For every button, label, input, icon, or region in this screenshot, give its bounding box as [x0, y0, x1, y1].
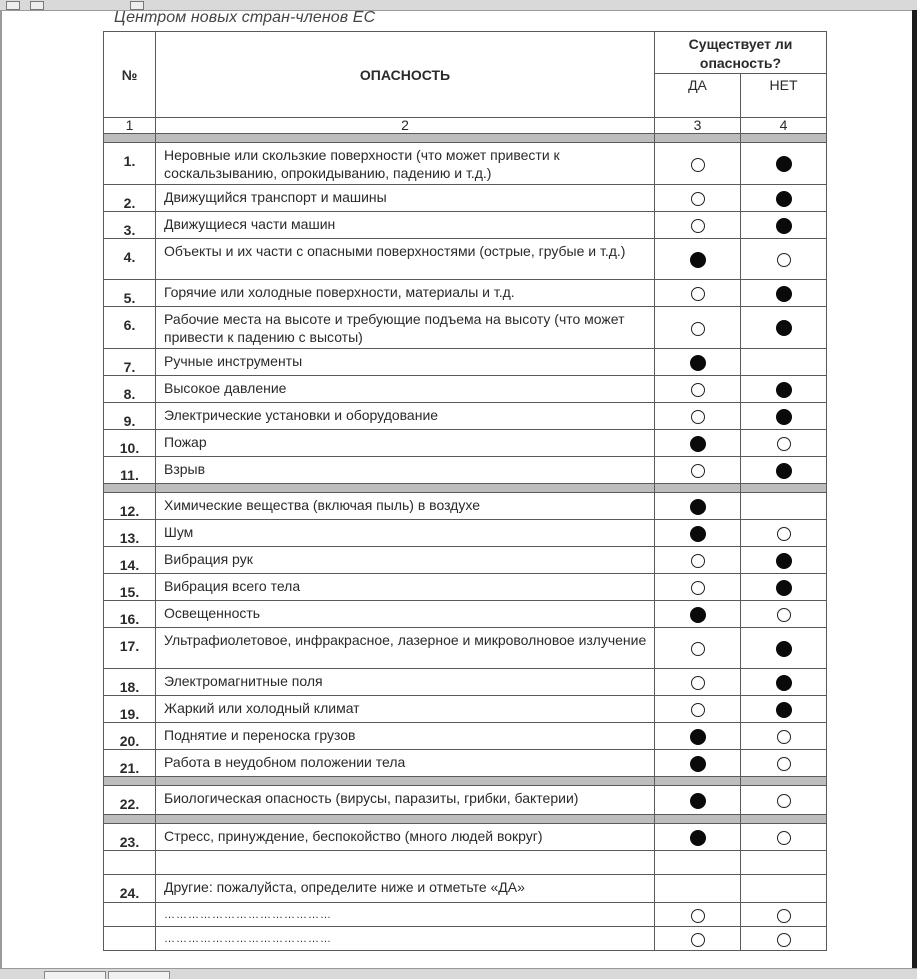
table-row: [104, 185, 827, 212]
hazard-description: Объекты и их части с опасными поверхностями (острые, грубые и т.д.): [156, 239, 655, 280]
filled-circle-mark[interactable]: [776, 382, 792, 398]
column-header-hazard: ОПАСНОСТЬ: [156, 32, 655, 118]
empty-circle-mark[interactable]: [691, 383, 705, 397]
separator-cell: [741, 484, 827, 493]
other-hazard-input-line[interactable]: ……………………………………: [156, 927, 655, 951]
row-number: 10.: [104, 430, 156, 457]
answer-cell[interactable]: [655, 547, 741, 574]
separator-cell: [104, 777, 156, 786]
table-row: [104, 376, 827, 403]
answer-cell[interactable]: [741, 628, 827, 669]
column-number: 3: [655, 118, 741, 134]
answer-cell[interactable]: [655, 669, 741, 696]
filled-circle-mark[interactable]: [690, 830, 706, 846]
answer-cell[interactable]: [655, 875, 741, 903]
filled-circle-mark[interactable]: [776, 286, 792, 302]
separator-cell: [655, 777, 741, 786]
row-number: 22.: [104, 786, 156, 815]
toolbar-button-icon[interactable]: [6, 1, 20, 10]
answer-cell[interactable]: [741, 547, 827, 574]
hazard-description: Химические вещества (включая пыль) в воздухе: [156, 493, 655, 520]
page-left-edge: [0, 10, 2, 968]
separator-cell: [655, 484, 741, 493]
hazard-description: Пожар: [156, 430, 655, 457]
hazard-description: Шум: [156, 520, 655, 547]
hazard-description: Движущийся транспорт и машины: [156, 185, 655, 212]
table-row: [104, 143, 827, 185]
column-header-yes: ДА: [655, 74, 741, 118]
table-row: [104, 547, 827, 574]
empty-circle-mark[interactable]: [777, 831, 791, 845]
answer-cell[interactable]: [655, 628, 741, 669]
answer-cell[interactable]: [655, 493, 741, 520]
row-number: 15.: [104, 574, 156, 601]
answer-cell[interactable]: [741, 239, 827, 280]
hazard-description: Работа в неудобном положении тела: [156, 750, 655, 777]
hazard-table: [103, 31, 827, 951]
answer-cell[interactable]: [741, 875, 827, 903]
filled-circle-mark[interactable]: [690, 499, 706, 515]
answer-cell[interactable]: [655, 574, 741, 601]
hazard-description: Электромагнитные поля: [156, 669, 655, 696]
column-number-row: [104, 118, 827, 134]
table-row: [104, 875, 827, 903]
table-row: [104, 723, 827, 750]
status-bar: [0, 968, 917, 979]
empty-circle-mark[interactable]: [691, 676, 705, 690]
answer-cell[interactable]: [655, 750, 741, 777]
table-row: [104, 786, 827, 815]
table-row: [104, 349, 827, 376]
hazard-description: Биологическая опасность (вирусы, паразиты, грибки, бактерии): [156, 786, 655, 815]
answer-cell[interactable]: [741, 280, 827, 307]
column-number: 2: [156, 118, 655, 134]
answer-cell[interactable]: [741, 696, 827, 723]
table-row: [104, 430, 827, 457]
table-row: [104, 628, 827, 669]
filled-circle-mark[interactable]: [690, 526, 706, 542]
filled-circle-mark[interactable]: [690, 607, 706, 623]
row-number: 2.: [104, 185, 156, 212]
separator-cell: [741, 134, 827, 143]
separator-cell: [104, 815, 156, 824]
empty-circle-mark[interactable]: [777, 437, 791, 451]
filled-circle-mark[interactable]: [690, 436, 706, 452]
separator-cell: [156, 777, 655, 786]
separator-cell: [655, 815, 741, 824]
hazard-description: Неровные или скользкие поверхности (что может привести к соскальзыванию, опрокидыванию, падению и т.д.): [156, 143, 655, 185]
separator-cell: [156, 484, 655, 493]
empty-circle-mark[interactable]: [691, 703, 705, 717]
column-header-number: №: [104, 32, 156, 118]
answer-cell[interactable]: [741, 520, 827, 547]
separator-cell: [741, 815, 827, 824]
row-number: 7.: [104, 349, 156, 376]
empty-circle-mark[interactable]: [777, 933, 791, 947]
answer-cell[interactable]: [655, 349, 741, 376]
hazard-description: Вибрация всего тела: [156, 574, 655, 601]
filled-circle-mark[interactable]: [776, 409, 792, 425]
column-header-no: НЕТ: [741, 74, 827, 118]
hazard-description: Стресс, принуждение, беспокойство (много людей вокруг): [156, 824, 655, 851]
empty-circle-mark[interactable]: [691, 410, 705, 424]
answer-cell[interactable]: [655, 307, 741, 349]
empty-circle-mark[interactable]: [691, 909, 705, 923]
row-number: 3.: [104, 212, 156, 239]
filled-circle-mark[interactable]: [690, 729, 706, 745]
answer-cell[interactable]: [655, 239, 741, 280]
column-number: 4: [741, 118, 827, 134]
column-header-exists: Существует ли опасность?: [655, 32, 827, 74]
separator-cell: [156, 134, 655, 143]
table-row: [104, 493, 827, 520]
answer-cell[interactable]: [655, 143, 741, 185]
table-row: [104, 520, 827, 547]
answer-cell[interactable]: [741, 457, 827, 484]
row-number: 21.: [104, 750, 156, 777]
answer-cell[interactable]: [741, 430, 827, 457]
answer-cell[interactable]: [655, 696, 741, 723]
row-number: 18.: [104, 669, 156, 696]
table-row: [104, 457, 827, 484]
answer-cell[interactable]: [655, 212, 741, 239]
empty-circle-mark[interactable]: [777, 253, 791, 267]
blank-cell: [104, 851, 156, 875]
row-number: 11.: [104, 457, 156, 484]
hazard-description: Другие: пожалуйста, определите ниже и отметьте «ДА»: [156, 875, 655, 903]
empty-circle-mark[interactable]: [691, 158, 705, 172]
other-hazard-input-line[interactable]: ……………………………………: [156, 903, 655, 927]
empty-circle-mark[interactable]: [777, 909, 791, 923]
empty-circle-mark[interactable]: [691, 219, 705, 233]
hazard-description: Освещенность: [156, 601, 655, 628]
other-hazard-row: [104, 927, 827, 951]
filled-circle-mark[interactable]: [776, 675, 792, 691]
separator-cell: [156, 815, 655, 824]
hazard-description: Электрические установки и оборудование: [156, 403, 655, 430]
separator-cell: [655, 134, 741, 143]
table-row: [104, 601, 827, 628]
section-separator: [104, 777, 827, 786]
answer-cell[interactable]: [655, 403, 741, 430]
answer-cell[interactable]: [741, 669, 827, 696]
hazard-description: Вибрация рук: [156, 547, 655, 574]
row-number: 13.: [104, 520, 156, 547]
page-header-note: Центром новых стран-членов ЕС: [114, 9, 376, 26]
empty-circle-mark[interactable]: [777, 730, 791, 744]
separator-cell: [741, 777, 827, 786]
answer-cell[interactable]: [655, 903, 741, 927]
table-body: [104, 118, 827, 951]
row-number: 24.: [104, 875, 156, 903]
table-row: [104, 212, 827, 239]
hazard-description: Взрыв: [156, 457, 655, 484]
hazard-description: Ручные инструменты: [156, 349, 655, 376]
row-number: 9.: [104, 403, 156, 430]
row-number: 17.: [104, 628, 156, 669]
answer-cell[interactable]: [741, 927, 827, 951]
filled-circle-mark[interactable]: [776, 641, 792, 657]
answer-cell[interactable]: [655, 786, 741, 815]
blank-cell: [156, 851, 655, 875]
row-number: 16.: [104, 601, 156, 628]
filled-circle-mark[interactable]: [690, 252, 706, 268]
answer-cell[interactable]: [741, 403, 827, 430]
row-number: 12.: [104, 493, 156, 520]
answer-cell[interactable]: [741, 786, 827, 815]
page-right-edge: [912, 10, 917, 968]
empty-circle-mark[interactable]: [691, 322, 705, 336]
empty-circle-mark[interactable]: [777, 794, 791, 808]
filled-circle-mark[interactable]: [690, 756, 706, 772]
answer-cell[interactable]: [741, 493, 827, 520]
empty-circle-mark[interactable]: [691, 287, 705, 301]
table-row: [104, 696, 827, 723]
empty-circle-mark[interactable]: [691, 642, 705, 656]
table-row: [104, 239, 827, 280]
answer-cell[interactable]: [741, 574, 827, 601]
hazard-description: Поднятие и переноска грузов: [156, 723, 655, 750]
hazard-description: Горячие или холодные поверхности, материалы и т.д.: [156, 280, 655, 307]
answer-cell[interactable]: [741, 723, 827, 750]
table-row: [104, 824, 827, 851]
filled-circle-mark[interactable]: [776, 702, 792, 718]
row-number: 4.: [104, 239, 156, 280]
column-number: 1: [104, 118, 156, 134]
blank-cell: [655, 851, 741, 875]
table-row: [104, 574, 827, 601]
table-row: [104, 750, 827, 777]
answer-cell[interactable]: [655, 280, 741, 307]
answer-cell[interactable]: [655, 376, 741, 403]
answer-cell[interactable]: [655, 927, 741, 951]
row-number: 20.: [104, 723, 156, 750]
empty-circle-mark[interactable]: [777, 608, 791, 622]
row-number: 5.: [104, 280, 156, 307]
answer-cell[interactable]: [655, 457, 741, 484]
empty-circle-mark[interactable]: [777, 527, 791, 541]
answer-cell[interactable]: [741, 376, 827, 403]
filled-circle-mark[interactable]: [690, 793, 706, 809]
hazard-description: Жаркий или холодный климат: [156, 696, 655, 723]
answer-cell[interactable]: [741, 601, 827, 628]
row-number: 8.: [104, 376, 156, 403]
blank-cell: [741, 851, 827, 875]
section-separator: [104, 484, 827, 493]
section-separator: [104, 134, 827, 143]
answer-cell[interactable]: [741, 824, 827, 851]
filled-circle-mark[interactable]: [690, 355, 706, 371]
hazard-description: Ультрафиолетовое, инфракрасное, лазерное и микроволновое излучение: [156, 628, 655, 669]
answer-cell[interactable]: [741, 349, 827, 376]
answer-cell[interactable]: [655, 185, 741, 212]
answer-cell[interactable]: [655, 520, 741, 547]
table-row: [104, 669, 827, 696]
answer-cell[interactable]: [655, 601, 741, 628]
answer-cell[interactable]: [655, 430, 741, 457]
row-number: 14.: [104, 547, 156, 574]
empty-circle-mark[interactable]: [777, 757, 791, 771]
answer-cell[interactable]: [741, 903, 827, 927]
separator-cell: [104, 134, 156, 143]
empty-circle-mark[interactable]: [691, 554, 705, 568]
toolbar-button-icon[interactable]: [30, 1, 44, 10]
filled-circle-mark[interactable]: [776, 553, 792, 569]
blank-row: [104, 851, 827, 875]
answer-cell[interactable]: [741, 185, 827, 212]
empty-circle-mark[interactable]: [691, 464, 705, 478]
row-number: [104, 903, 156, 927]
separator-cell: [104, 484, 156, 493]
filled-circle-mark[interactable]: [776, 320, 792, 336]
answer-cell[interactable]: [741, 143, 827, 185]
filled-circle-mark[interactable]: [776, 463, 792, 479]
answer-cell[interactable]: [741, 212, 827, 239]
answer-cell[interactable]: [655, 723, 741, 750]
answer-cell[interactable]: [741, 750, 827, 777]
table-row: [104, 280, 827, 307]
filled-circle-mark[interactable]: [776, 580, 792, 596]
empty-circle-mark[interactable]: [691, 933, 705, 947]
empty-circle-mark[interactable]: [691, 581, 705, 595]
row-number: 19.: [104, 696, 156, 723]
hazard-description: Рабочие места на высоте и требующие подъема на высоту (что может привести к падению с высоты): [156, 307, 655, 349]
table-row: [104, 307, 827, 349]
section-separator: [104, 815, 827, 824]
row-number: 6.: [104, 307, 156, 349]
row-number: 1.: [104, 143, 156, 185]
row-number: [104, 927, 156, 951]
filled-circle-mark[interactable]: [776, 218, 792, 234]
answer-cell[interactable]: [741, 307, 827, 349]
filled-circle-mark[interactable]: [776, 156, 792, 172]
answer-cell[interactable]: [655, 824, 741, 851]
table-row: [104, 403, 827, 430]
hazard-description: Движущиеся части машин: [156, 212, 655, 239]
other-hazard-row: [104, 903, 827, 927]
hazard-description: Высокое давление: [156, 376, 655, 403]
empty-circle-mark[interactable]: [691, 192, 705, 206]
row-number: 23.: [104, 824, 156, 851]
filled-circle-mark[interactable]: [776, 191, 792, 207]
